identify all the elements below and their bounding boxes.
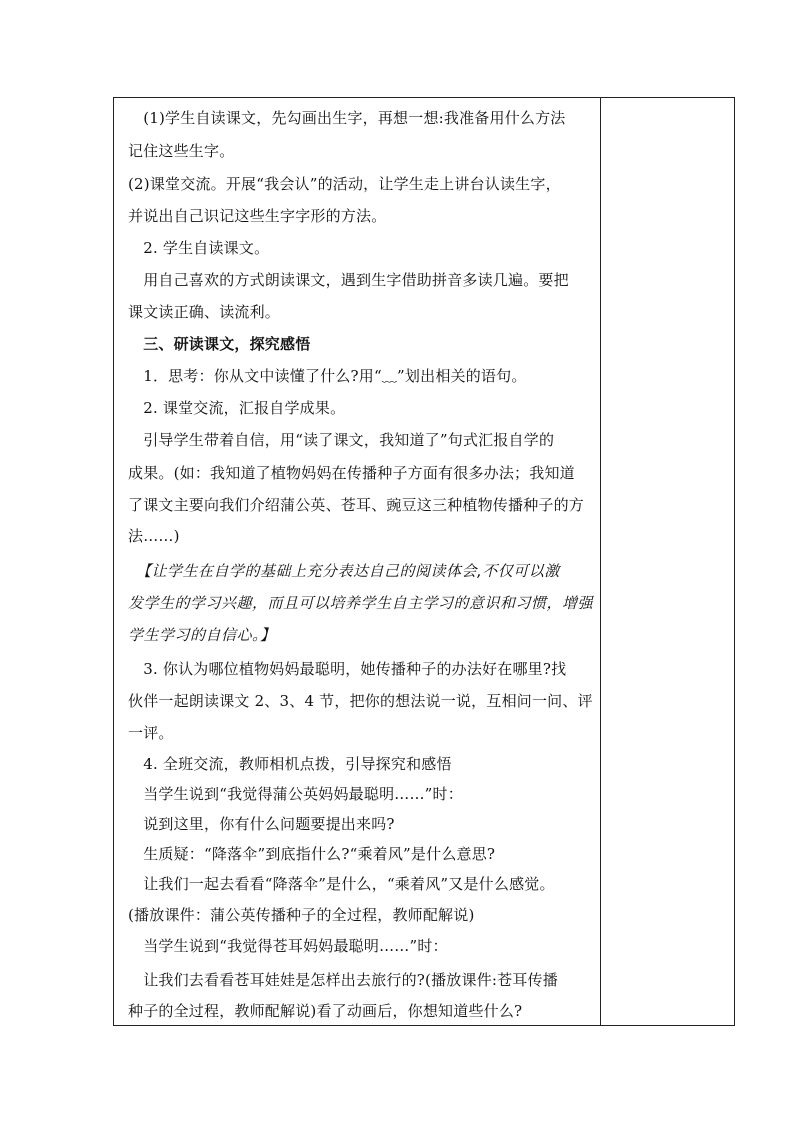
- text-line: 2. 课堂交流，汇报自学成果。: [128, 399, 346, 417]
- text-line: 课文读正确、读流利。: [128, 303, 281, 321]
- text-line: 让我们一起去看看“降落伞”是什么，“乘着风”又是什么感觉。: [128, 875, 555, 893]
- text-line: 生质疑：“降落伞”到底指什么?“乘着风”是什么意思?: [128, 845, 496, 863]
- text-line: (播放课件：蒲公英传播种子的全过程，教师配解说): [128, 906, 475, 924]
- text-line: 说到这里，你有什么问题要提出来吗?: [128, 815, 395, 833]
- text-line: (2)课堂交流。开展“我会认”的活动，让学生走上讲台认读生字，: [128, 175, 561, 193]
- text-line: 成果。(如：我知道了植物妈妈在传播种子方面有很多办法；我知道: [128, 464, 575, 482]
- text-line: 法……): [128, 527, 180, 545]
- teaching-note: 发学生的学习兴趣，而且可以培养学生自主学习的意识和习惯，增强: [128, 594, 594, 612]
- text-line: 种子的全过程，教师配解说)看了动画后，你想知道些什么?: [128, 1002, 523, 1020]
- teaching-note: 学生学习的自信心。】: [128, 626, 276, 644]
- text-line: 用自己喜欢的方式朗读课文，遇到生字借助拼音多读几遍。要把: [128, 271, 569, 289]
- text-line: (1)学生自读课文，先勾画出生字，再想一想:我准备用什么方法: [128, 109, 566, 127]
- text-line: 了课文主要向我们介绍蒲公英、苍耳、豌豆这三种植物传播种子的方: [128, 496, 585, 514]
- text-line: 当学生说到“我觉得蒲公英妈妈最聪明……”时：: [128, 785, 463, 803]
- text-line: 引导学生带着自信，用“读了课文，我知道了”句式汇报自学的: [128, 431, 555, 449]
- text-line: 让我们去看看苍耳娃娃是怎样出去旅行的?(播放课件:苍耳传播: [128, 971, 558, 989]
- teaching-note: 【让学生在自学的基础上充分表达自己的阅读体会,不仅可以激: [128, 562, 560, 580]
- text-line: 一评。: [128, 724, 174, 742]
- text-line: 3. 你认为哪位植物妈妈最聪明，她传播种子的办法好在哪里?找: [128, 660, 567, 678]
- text-line: 4. 全班交流，教师相机点拨，引导探究和感悟: [128, 755, 452, 773]
- lesson-content-cell: [114, 98, 600, 1025]
- text-line: 并说出自己识记这些生字字形的方法。: [128, 207, 387, 225]
- text-line: 记住这些生字。: [128, 142, 235, 160]
- text-line: 伙伴一起朗读课文 2、3、4 节，把你的想法说一说，互相问一问、评: [128, 692, 593, 710]
- lesson-table: [113, 97, 735, 1026]
- text-line: 2. 学生自读课文。: [128, 239, 270, 257]
- section-heading: 三、研读课文，探究感悟: [128, 335, 311, 353]
- text-line: 当学生说到“我觉得苍耳妈妈最聪明……”时：: [128, 937, 448, 955]
- notes-column-cell: [601, 98, 734, 1025]
- text-line: 1．思考：你从文中读懂了什么?用“﹏”划出相关的语句。: [128, 367, 527, 385]
